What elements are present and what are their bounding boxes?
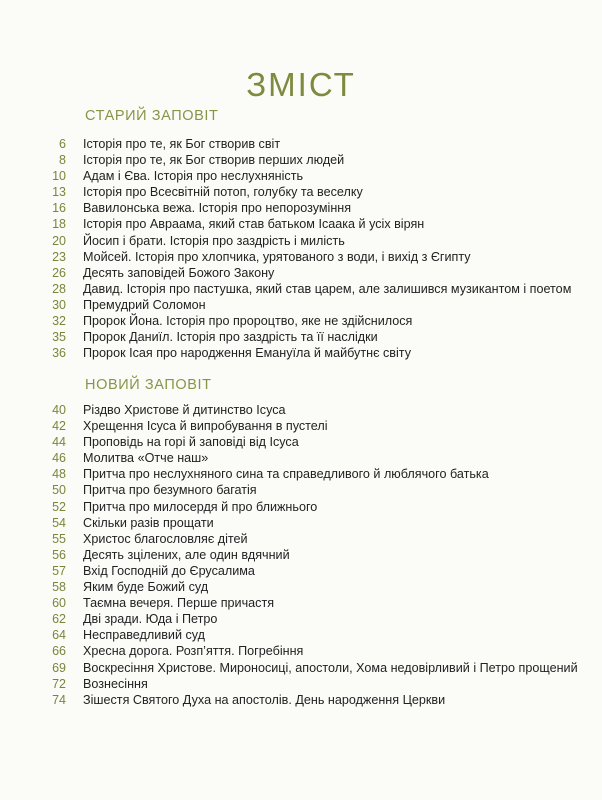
toc-entry: [0, 200, 602, 216]
toc-entry: [0, 313, 602, 329]
toc-entry-title: Проповідь на горі й заповіді від Ісуса: [83, 435, 299, 450]
toc-entry: [0, 233, 602, 249]
toc-entry-title: Таємна вечеря. Перше причастя: [83, 596, 275, 611]
toc-entry: [0, 418, 602, 434]
toc-page-number: 60: [52, 596, 66, 611]
toc-entry: [0, 627, 602, 643]
toc-entry-title: Хрещення Ісуса й випробування в пустелі: [83, 419, 328, 434]
toc-entry: [0, 297, 602, 313]
toc-page-number: 54: [52, 515, 66, 530]
toc-entry: [0, 466, 602, 482]
toc-page-number: 48: [52, 467, 66, 482]
toc-page-number: 16: [52, 201, 66, 216]
toc-entry-title: Зішестя Святого Духа на апостолів. День народження Церкви: [83, 692, 446, 707]
old-testament-heading: СТАРИЙ ЗАПОВІТ: [85, 108, 219, 124]
toc-entry-title: Премудрий Соломон: [83, 297, 206, 312]
toc-page-number: 74: [52, 692, 66, 707]
toc-entry: [0, 482, 602, 498]
toc-page-number: 52: [52, 499, 66, 514]
toc-entry-title: Вознесіння: [83, 676, 148, 691]
toc-entry-title: Пророк Йона. Історія про пророцтво, яке не здійснилося: [83, 314, 413, 329]
toc-page-number: 44: [52, 435, 66, 450]
toc-entry-title: Христос благословляє дітей: [83, 531, 248, 546]
toc-entry-title: Притча про безумного багатія: [83, 483, 257, 498]
toc-page-number: 13: [52, 185, 66, 200]
toc-page-number: 32: [52, 314, 66, 329]
toc-page-number: 57: [52, 563, 66, 578]
toc-page-number: 50: [52, 483, 66, 498]
toc-entry: [0, 531, 602, 547]
toc-page-number: 20: [52, 233, 66, 248]
toc-entry: [0, 595, 602, 611]
toc-entry: [0, 136, 602, 152]
toc-entry-title: Давид. Історія про пастушка, який став царем, але залишився музикантом і поетом: [83, 281, 572, 296]
toc-entry: [0, 345, 602, 361]
toc-entry: [0, 168, 602, 184]
toc-entry: [0, 499, 602, 515]
toc-entry: [0, 563, 602, 579]
toc-page-number: 55: [52, 531, 66, 546]
toc-entry: [0, 216, 602, 232]
toc-entry: [0, 547, 602, 563]
toc-entry: [0, 450, 602, 466]
toc-entry: [0, 660, 602, 676]
toc-entry: [0, 184, 602, 200]
toc-page-number: 23: [52, 249, 66, 264]
new-testament-heading: НОВИЙ ЗАПОВІТ: [85, 377, 212, 393]
toc-entry: [0, 402, 602, 418]
toc-entry-title: Адам і Єва. Історія про неслухняність: [83, 169, 304, 184]
toc-page-number: 42: [52, 419, 66, 434]
toc-entry: [0, 579, 602, 595]
toc-page-number: 8: [59, 153, 66, 168]
toc-entry-title: Історія про Авраама, який став батьком Ісаака й усіх вірян: [83, 217, 425, 232]
toc-entry-title: Історія про те, як Бог створив світ: [83, 137, 281, 151]
toc-entry-title: Вхід Господній до Єрусалима: [83, 563, 255, 578]
toc-page-number: 26: [52, 265, 66, 280]
new-testament-list: [0, 402, 602, 708]
toc-entry-title: Десять зцілених, але один вдячний: [83, 547, 290, 562]
toc-entry: [0, 692, 602, 708]
toc-entry-title: Притча про милосердя й про ближнього: [83, 499, 318, 514]
toc-page-number: 64: [52, 628, 66, 643]
toc-entry-title: Несправедливий суд: [83, 628, 206, 643]
toc-page-number: 18: [52, 217, 66, 232]
toc-entry: [0, 676, 602, 692]
toc-entry-title: Скільки разів прощати: [83, 515, 214, 530]
toc-entry: [0, 152, 602, 168]
toc-page-number: 46: [52, 451, 66, 466]
toc-entry-title: Молитва «Отче наш»: [83, 451, 209, 466]
toc-entry-title: Дві зради. Юда і Петро: [83, 612, 218, 627]
toc-page-number: 10: [52, 169, 66, 184]
toc-entry: [0, 329, 602, 345]
toc-page-number: 28: [52, 281, 66, 296]
toc-page-number: 40: [52, 403, 66, 417]
toc-entry: [0, 643, 602, 659]
toc-page-number: 6: [59, 137, 66, 151]
toc-page-number: 56: [52, 547, 66, 562]
toc-page-number: 72: [52, 676, 66, 691]
toc-entry-title: Десять заповідей Божого Закону: [83, 265, 275, 280]
toc-entry: [0, 281, 602, 297]
toc-page-number: 66: [52, 644, 66, 659]
toc-page-number: 35: [52, 330, 66, 345]
toc-page-number: 69: [52, 660, 66, 675]
toc-entry-title: Мойсей. Історія про хлопчика, урятованого з води, і вихід з Єгипту: [83, 249, 471, 264]
toc-entry: [0, 434, 602, 450]
old-testament-list: [0, 136, 602, 361]
toc-entry-title: Різдво Христове й дитинство Ісуса: [83, 403, 286, 417]
toc-entry-title: Хресна дорога. Розп’яття. Погребіння: [83, 644, 304, 659]
toc-entry: [0, 265, 602, 281]
toc-entry-title: Воскресіння Христове. Мироносиці, апостоли, Хома недовірливий і Петро прощений: [83, 660, 578, 675]
toc-entry-title: Притча про неслухняного сина та справедливого й люблячого батька: [83, 467, 489, 482]
toc-entry-title: Пророк Даниїл. Історія про заздрість та її наслідки: [83, 330, 378, 345]
toc-entry-title: Яким буде Божий суд: [83, 580, 209, 595]
toc-page-number: 62: [52, 612, 66, 627]
page-title: ЗМІСТ: [246, 66, 356, 103]
toc-entry: [0, 249, 602, 265]
toc-entry-title: Історія про Всесвітній потоп, голубку та веселку: [83, 185, 363, 200]
toc-entry-title: Історія про те, як Бог створив перших людей: [83, 153, 345, 168]
toc-entry: [0, 515, 602, 531]
toc-page-number: 58: [52, 580, 66, 595]
toc-page-number: 36: [52, 346, 66, 361]
toc-page-number: 30: [52, 297, 66, 312]
toc-entry-title: Пророк Ісая про народження Емануїла й майбутнє світу: [83, 346, 411, 361]
toc-entry-title: Вавилонська вежа. Історія про непорозуміння: [83, 201, 352, 216]
toc-entry-title: Йосип і брати. Історія про заздрість і милість: [83, 233, 345, 248]
toc-entry: [0, 611, 602, 627]
